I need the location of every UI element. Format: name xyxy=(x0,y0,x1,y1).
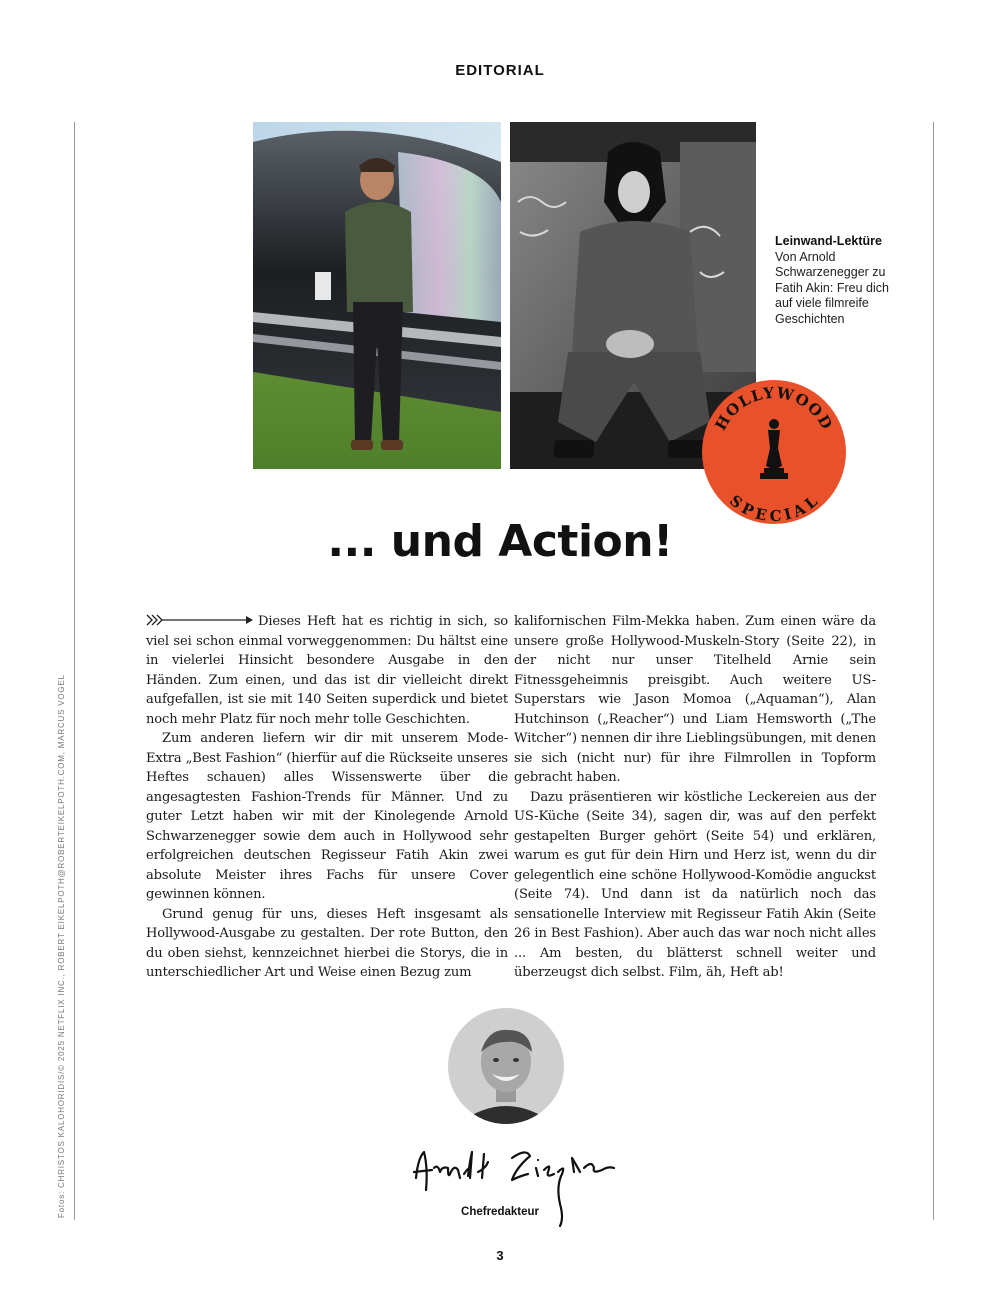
article-column-left xyxy=(146,612,508,983)
badge-top-text: HOLLYWOOD xyxy=(711,383,837,434)
badge-bottom-text: SPECIAL xyxy=(725,491,823,526)
editor-role: Chefredakteur xyxy=(461,1206,539,1218)
section-label: EDITORIAL xyxy=(455,62,545,79)
paragraph: Dazu präsentieren wir köstliche Leckereien aus der US-Küche (Seite 34), sagen dir, was auf den perfekt gestapelten Burger gehört (Seite 54) und erklären, warum es gut für dein Hirn und Herz ist, wenn du dir gelegentlich eine schöne Hollywood-Komödie anguckst (Seite 74). Und dann ist da natürlich noch das sensationelle Interview mit Regisseur Fatih Akin (Seite 26 in Best Fashion). Aber auch das war noch nicht alles ... Am besten, du blätterst schnell weiter und überzeugst dich selbst. Film, äh, Heft ab! xyxy=(514,789,876,980)
photo-schwarzenegger xyxy=(253,122,501,469)
paragraph: Grund genug für uns, dieses Heft insgesamt als Hollywood-Ausgabe zu gestalten. Der rote Button, den du oben siehst, kennzeichnet hierbei die Storys, die in unterschiedlicher Art und Weise einen Bezug zum xyxy=(146,906,508,980)
left-rule xyxy=(74,122,75,1220)
paragraph: Dieses Heft hat es richtig in sich, so viel sei schon einmal vorweggenommen: Du hältst eine in vielerlei Hinsicht besondere Ausgabe in den Händen. Zum einen, und das ist dir vielleicht direkt aufgefallen, ist sie mit 140 Seiten superdick und bietet noch mehr Platz für noch mehr tolle Geschichten. xyxy=(146,614,508,727)
article-column-right xyxy=(514,612,876,983)
photo-caption xyxy=(775,234,905,327)
caption-title: Leinwand-Lektüre xyxy=(775,234,882,248)
headline: ... und Action! xyxy=(327,516,673,567)
photo-credits: Fotos: CHRISTOS KALOHORIDIS/© 2025 NETFLIX INC., ROBERT EIKELPOTH@ROBERTEIKELPOTH.COM, MARCUS VOGEL xyxy=(57,674,66,1218)
paragraph: kalifornischen Film-Mekka haben. Zum einen wäre da unsere große Hollywood-Muskeln-Story (Seite 22), in der nicht nur unser Titelheld Arnie sein Fitnessgeheimnis preisgibt. Auch weitere US-Superstars wie Jason Momoa („Aquaman“), Alan Hutchinson („Reacher“) und Liam Hemsworth („The Witcher“) nennen dir ihre Lieblingsübungen, mit denen sie sich (nicht nur) für ihre Filmrollen in Topform gebracht haben. xyxy=(514,614,876,785)
right-rule xyxy=(933,122,934,1220)
arrow-icon xyxy=(146,614,254,626)
page-number: 3 xyxy=(496,1248,504,1263)
paragraph: Zum anderen liefern wir dir mit unserem Mode-Extra „Best Fashion“ (hierfür auf die Rückseite unseres Heftes schauen) alles Wissenswerte über die angesagtesten Fashion-Trends für Männer. Und zu guter Letzt haben wir mit der Kinolegende Arnold Schwarzenegger sowie dem auch in Hollywood sehr erfolgreichen deutschen Regisseur Fatih Akin zwei absolute Meister ihres Fachs für unsere Cover gewinnen können. xyxy=(146,731,508,902)
hollywood-special-badge xyxy=(700,378,848,526)
caption-text: Von Arnold Schwarzenegger zu Fatih Akin: Freu dich auf viele filmreife Geschichten xyxy=(775,249,889,326)
editor-portrait xyxy=(448,1008,564,1124)
